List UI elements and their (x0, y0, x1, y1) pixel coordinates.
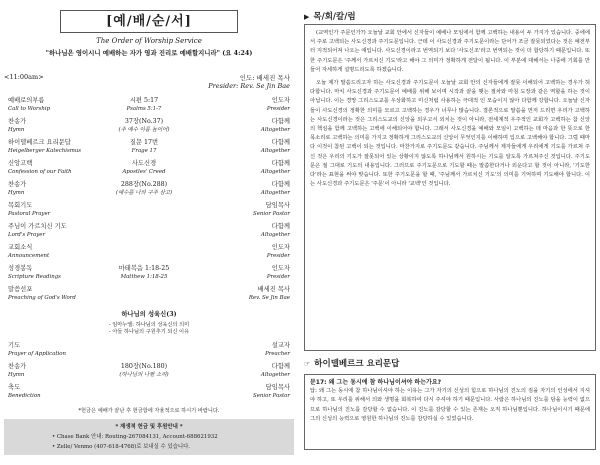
theme-verse: "하나님은 영이시니 예배하는 자가 영과 진리로 예배할지니라" (요 4:24) (45, 49, 253, 57)
item-leader-en: Preacher (265, 351, 290, 357)
offering-title: * 재생적 헌금 및 후원안내 * (115, 424, 183, 430)
item-leader: 담임목사 (265, 384, 290, 391)
order-item (4, 179, 294, 200)
item-label: 신앙고백 (8, 160, 33, 167)
order-item (4, 95, 294, 116)
catechism-title: 하이델베르크 요리문답 (314, 359, 400, 369)
sermon-points (4, 322, 294, 336)
item-leader: 다함께 (271, 139, 290, 146)
item-label-en: Hymn (8, 127, 25, 133)
item-leader: 다함께 (271, 118, 290, 125)
item-label-en: Preaching of God's Word (8, 295, 76, 301)
pastor-column-box (304, 24, 596, 351)
column-section (304, 10, 596, 460)
item-detail-en: (하나님의 나팔 소리) (119, 372, 169, 378)
item-leader: 인도자 (271, 244, 290, 251)
item-label: 성경봉독 (8, 265, 33, 272)
item-leader-en: Altogether (260, 190, 290, 196)
item-detail: 180장(No.180) (120, 363, 168, 370)
column-paragraph: 오늘 제가 말씀드리고자 하는 사도신경과 주기도문이 오늘날 교회 안의 신자들에게 잘못 이해되어 고백하는 경우가 허다합니다. 마치 사도신경과 주기도문이 예배를 위해 보이며 시작과 끝을 맺는 절차와 마침 도장과 같은 역할을 하는 것이 아닙니다. 이는 경망 그리스도교를 우상화하고 미신처럼 사용하는 극대적 인 모습이지 않아 다함께 강합니다. 오늘날 신자들이 사도신경의 정확한 의미를 모르고 고백하는 경우가 너무나 많습니다. 결론적으로 말씀을 먼저 드리면 우리가 고백하는 사도신경이라는 것은 그리스도교의 신앙을 외우고서 외치는 것이 아니라, 전세계적 우주적인 교회가 고백하는 참 신앙의 핵심을 함께 고백하는 고백에 이해되어야 합니다. 그래서 사도신경을 예배와 모임이 고백하는 데 마음과 한 뜻으로 한 목소리로 고백하는 의미를 가지고 정확하게 그리스도교의 신앙이 무엇인지를 이해하며 입으로 고백해야 합니다. 그럴 때마다 이것이 참된 고백이 되는 것입니다. 마찬가지로 주기도문도 같습니다. 주님께서 제자들에게 우리에게 기도를 가르쳐 주신 것은 우리의 기도가 잘못되어 있는 상황이지 않도록 하나님께서 원하시는 기도를 알도록 가르쳐주신 것입니다. 주기도문은 절 그대로 기도의 내용입니다. 그러므로 주기도문으로 기도할 때는 말씀한다거나 외운다고 할 것이 아니라, '기도한다'라는 표현을 써야 맞습니다. 또한 주기도문을 할 때, '주님께서 가르치신 기도'의 의미를 기억하며 기도해야 합니다. 이는 사도신경과 주기도문은 '주문'이 아니라 '교백'인 것입니다. (310, 80, 590, 188)
order-item (4, 340, 294, 361)
order-item (4, 200, 294, 221)
item-detail: 질문 17번 (129, 139, 159, 146)
order-item (4, 382, 294, 403)
item-detail: 37장(No.37) (124, 118, 164, 125)
item-detail: 시편 5:17 (129, 97, 159, 104)
item-leader-en: Senior Pastor (253, 393, 290, 399)
triangle-marker-icon: ▶ (304, 13, 310, 21)
item-leader-en: Altogether (260, 127, 290, 133)
worship-order-list (4, 95, 294, 305)
item-leader: 다함께 (271, 181, 290, 188)
item-label: 하이델베르크 요리문답 (8, 139, 71, 146)
catechism-answer: 답: 왜 그는 동시에 참 하나님이셔야 하는 이유는 그가 자기의 신성의 힘으로 하나님의 진노의 짐을 자기의 인성에서 지셔야 하고, 또 우리를 위해서 의와 생명을 회복하여 다시 주셔야 하기 때문입니다. 사람은 하나님의 진노를 담을 능력이 없으므로 하나님의 진노를 감당할 수 없습니다. 이 진노를 감당할 수 있는 존재는 오직 하나님뿐입니다. 하나님이시기 때문에 그의 신성의 능력으로 영원한 하나님의 진노를 감당하실 수 있었습니다. (310, 388, 590, 422)
item-leader-en: Altogether (260, 169, 290, 175)
item-leader-en: Rev. Se Jin Bae (248, 295, 290, 301)
item-label-en: Announcement (8, 253, 50, 259)
order-item (4, 284, 294, 305)
item-label: 기도 (8, 342, 21, 349)
item-label-en: Prayer of Application (8, 351, 66, 357)
item-leader: 인도자 (271, 265, 290, 272)
item-label: 말씀선포 (8, 286, 33, 293)
item-label-en: Call to Worship (8, 106, 51, 112)
item-detail-en: (예수를 나의 구주 삼고) (115, 190, 173, 196)
item-label-en: Pastoral Prayer (8, 211, 51, 217)
item-leader: 인도자 (271, 97, 290, 104)
item-leader-en: Altogether (260, 232, 290, 238)
column-paragraph: (교역인가 주문인가?) 오늘날 교회 안에서 신자들이 예배나 모임에서 함께 고백하는 내용이 두 가지가 있습니다. 중에에서 주로 고백되는 사도신경과 주기도문입니다. 근데 이 사도신경과 주기도문이라는 단어가 조금 잘못되었다는 것은 예전부터 지적되어져 나오는 얘입니다. 사도신경이라고 번역되기 보다 '사도신조'라고 번역되는 것이 더 합당하기 때문입니다. 또한 주기도문은 '주께서 가르치신 기도'라고 해야 그 의미가 정확하게 전달이 됩니다. 이 부분에 대해서는 나중에 기회를 만들어 자세하게 설명드리도록 하겠습니다. (310, 30, 590, 73)
item-label: 예배로의부름 (8, 97, 45, 104)
item-label: 찬송가 (8, 363, 27, 370)
item-label-en: Scripture Readings (8, 274, 61, 280)
item-leader-en: Presider (266, 106, 290, 112)
pastor-column-heading (304, 10, 596, 24)
item-label: 찬송가 (8, 118, 27, 125)
item-leader: 다함께 (271, 223, 290, 230)
sermon-title: 하나님의 성육신(3) (121, 311, 177, 318)
item-leader-en: Presider (266, 274, 290, 280)
item-detail: 사도신경 (131, 160, 157, 167)
page-subtitle: The Order of Worship Service (96, 37, 202, 45)
item-label: 교회소식 (8, 244, 33, 251)
order-item (4, 116, 294, 137)
order-item (4, 242, 294, 263)
service-time: <11:00am> (4, 73, 44, 81)
order-item (4, 137, 294, 158)
item-detail-en: Matthew 1:18-25 (120, 274, 168, 280)
sermon-point: - 아들 하나님의 구원추기 되신 이유 (108, 329, 190, 335)
item-detail: 마태복음 1:18-25 (118, 265, 170, 272)
item-label-en: Heigelberger Katechismus (8, 148, 82, 154)
item-detail-en: Psalms 5:1-7 (126, 106, 162, 112)
item-label: 축도 (8, 384, 21, 391)
worship-order-list-closing (4, 340, 294, 403)
item-detail-en: Apostles' Creed (122, 169, 166, 175)
item-leader: 설교자 (271, 342, 290, 349)
item-label-en: Benediction (8, 393, 41, 399)
offering-footnote: *헌금은 예배가 끝난 후 헌금함에 자율적으로 하시기 바랍니다. (78, 408, 220, 414)
order-item (4, 263, 294, 284)
catechism-question: 문17: 왜 그는 동시에 참 하나님이셔야 하는가요? (310, 379, 442, 386)
offering-info-box (4, 419, 294, 455)
presider-english: Presider: Rev. Se Jin Bae (208, 82, 290, 90)
order-item (4, 221, 294, 242)
pastor-column-title: 목/회/칼/럼 (313, 12, 356, 22)
catechism-heading (304, 357, 596, 371)
page-title: [예/배/순/서] (60, 10, 238, 33)
item-leader: 다함께 (271, 160, 290, 167)
item-detail-en: (주 예수 이름 높이어) (118, 127, 170, 133)
sermon-point: - 임마누엘: 하나님의 성육신의 의미 (108, 322, 190, 328)
presider-korean: 인도: 배세진 목사 (239, 74, 290, 82)
item-leader-en: Senior Pastor (253, 211, 290, 217)
item-label-en: Confession of our Faith (8, 169, 72, 175)
item-label: 주님이 가르치신 기도 (8, 223, 67, 230)
item-label-en: Lord's Prayer (8, 232, 46, 238)
catechism-box (304, 374, 596, 450)
order-item (4, 361, 294, 382)
item-label: 찬송가 (8, 181, 27, 188)
item-leader-en: Altogether (260, 372, 290, 378)
item-leader: 담임목사 (265, 202, 290, 209)
worship-order-column (4, 10, 294, 460)
finger-pointer-icon: ☞ (304, 360, 311, 368)
item-leader: 다함께 (271, 363, 290, 370)
item-leader-en: Altogether (260, 148, 290, 154)
item-label-en: Hymn (8, 372, 25, 378)
order-item (4, 158, 294, 179)
item-label-en: Hymn (8, 190, 25, 196)
offering-bank-line: • Chase Bank 안내: Routing-267084131, Account-688621932 (52, 434, 218, 440)
service-time-row (4, 73, 294, 93)
item-label: 목회기도 (8, 202, 33, 209)
item-leader-en: Presider (266, 253, 290, 259)
item-detail-en: Frage 17 (131, 148, 157, 154)
item-leader: 배세진 목사 (257, 286, 290, 293)
offering-zelle-line: • Zelle/ Venmo (407-618-4768)로 보내실 수 있습니다. (52, 444, 190, 450)
item-detail: 288장(No.288) (120, 181, 168, 188)
